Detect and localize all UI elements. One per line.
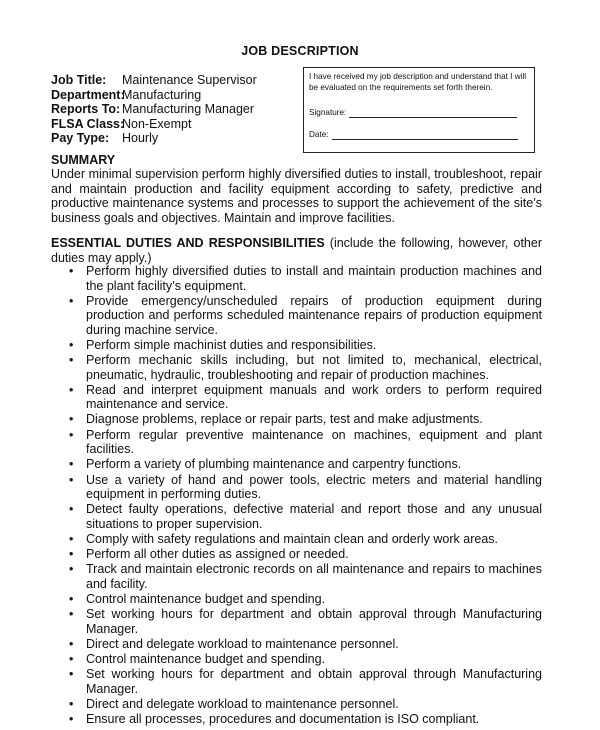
duties-list	[69, 264, 542, 727]
job-info-label: Pay Type:	[51, 131, 110, 145]
duty-text: Set working hours for department and obtain approval through Manufacturing Manager.	[86, 607, 542, 636]
duty-text: Track and maintain electronic records on all maintenance and repairs to machines and facility.	[86, 562, 542, 591]
duties-intro-text: (include the following, however, other duties may apply.)	[51, 236, 542, 265]
job-info-label: Reports To:	[51, 102, 121, 116]
duty-text: Ensure all processes, procedures and documentation is ISO compliant.	[86, 712, 480, 727]
bullet-icon: •	[69, 457, 74, 472]
bullet-icon: •	[69, 696, 74, 711]
duty-text: Comply with safety regulations and maintain clean and orderly work areas.	[86, 531, 499, 546]
bullet-icon: •	[69, 502, 74, 517]
bullet-icon: •	[69, 427, 74, 442]
job-info-row	[51, 131, 257, 146]
job-info-block	[51, 73, 257, 146]
duty-item	[69, 712, 542, 727]
bullet-icon: •	[69, 412, 74, 427]
duty-item	[69, 607, 542, 636]
duty-item	[69, 294, 542, 338]
date-label: Date:	[309, 130, 329, 139]
duty-item	[69, 547, 542, 562]
duty-text: Use a variety of hand and power tools, electric meters and material handling equipment in performing duties.	[86, 472, 542, 501]
duties-intro	[51, 236, 542, 265]
duty-item	[69, 457, 542, 472]
job-info-value: Maintenance Supervisor	[122, 73, 257, 87]
duty-item	[69, 412, 542, 427]
duty-text: Control maintenance budget and spending.	[86, 591, 326, 606]
duty-item	[69, 428, 542, 457]
duty-item	[69, 652, 542, 667]
signature-line[interactable]	[349, 109, 517, 118]
job-info-value: Manufacturing	[122, 87, 202, 102]
duty-item	[69, 532, 542, 547]
job-info-value: Manufacturing Manager	[122, 102, 255, 116]
duty-text: Read and interpret equipment manuals and work orders to perform required maintenance and service.	[86, 382, 542, 412]
duty-text: Direct and delegate workload to maintenance personnel.	[86, 696, 399, 711]
duty-item	[69, 264, 542, 293]
signature-label: Signature:	[309, 108, 347, 117]
duty-text: Set working hours for department and obtain approval through Manufacturing Manager.	[86, 667, 542, 696]
bullet-icon: •	[69, 547, 74, 562]
bullet-icon: •	[69, 667, 74, 682]
duty-text: Perform simple machinist duties and responsibilities.	[86, 337, 377, 352]
job-info-row	[51, 102, 257, 117]
duty-text: Perform a variety of plumbing maintenance and carpentry functions.	[86, 457, 462, 472]
bullet-icon: •	[69, 607, 74, 622]
bullet-icon: •	[69, 472, 74, 487]
bullet-icon: •	[69, 293, 74, 308]
bullet-icon: •	[69, 531, 74, 546]
acknowledgement-box	[303, 67, 535, 153]
job-info-label: FLSA Class:	[51, 116, 125, 131]
duty-item	[69, 637, 542, 652]
document-title: JOB DESCRIPTION	[241, 44, 359, 58]
job-info-row	[51, 88, 257, 103]
job-info-label: Department:	[51, 87, 125, 102]
duty-text: Diagnose problems, replace or repair parts, test and make adjustments.	[86, 412, 483, 427]
job-info-label: Job Title:	[51, 73, 107, 87]
duty-text: Perform highly diversified duties to install and maintain production machines and the plant facility’s equipment.	[86, 264, 542, 293]
job-info-row	[51, 117, 257, 132]
duty-text: Perform mechanic skills including, but not limited to, mechanical, electrical, pneumatic, hydraulic, troubleshooting and repair of production machines.	[86, 353, 542, 382]
bullet-icon: •	[69, 712, 74, 727]
duty-text: Direct and delegate workload to maintenance personnel.	[86, 636, 399, 651]
bullet-icon: •	[69, 591, 74, 606]
signature-field[interactable]	[309, 107, 534, 118]
duty-text: Perform regular preventive maintenance on machines, equipment and plant facilities.	[86, 427, 542, 457]
bullet-icon: •	[69, 264, 74, 278]
bullet-icon: •	[69, 562, 74, 577]
job-info-row	[51, 73, 257, 88]
date-field[interactable]	[309, 129, 534, 140]
bullet-icon: •	[69, 382, 74, 397]
duty-item	[69, 592, 542, 607]
bullet-icon: •	[69, 652, 74, 666]
duty-text: Control maintenance budget and spending.	[86, 652, 326, 666]
duties-heading: ESSENTIAL DUTIES AND RESPONSIBILITIES	[51, 236, 325, 250]
duty-item	[69, 473, 542, 502]
bullet-icon: •	[69, 337, 74, 352]
duty-item	[69, 562, 542, 591]
duty-item	[69, 338, 542, 353]
acknowledgement-text: I have received my job description and understand that I will be evaluated on the requirements set forth therein.	[309, 72, 527, 92]
duty-item	[69, 502, 542, 531]
bullet-icon: •	[69, 636, 74, 651]
duty-item	[69, 697, 542, 712]
date-line[interactable]	[332, 131, 518, 140]
job-info-value: Hourly	[122, 131, 159, 145]
bullet-icon: •	[69, 353, 74, 368]
job-info-value: Non-Exempt	[122, 116, 192, 131]
duty-item	[69, 383, 542, 412]
duty-item	[69, 353, 542, 382]
duty-text: Provide emergency/unscheduled repairs of production equipment during production and performs scheduled maintenance repairs of production equipment during machine service.	[86, 293, 542, 337]
duty-text: Detect faulty operations, defective material and report those and any unusual situations to proper supervision.	[86, 502, 542, 531]
summary-text: Under minimal supervision perform highly diversified duties to install, troubleshoot, repair and maintain production and facility equipment according to safety, predictive and productive maintenance systems and processes to support the achievement of the site’s business goals and objectives. Maintain and improve facilities.	[51, 167, 542, 225]
duty-text: Perform all other duties as assigned or needed.	[86, 547, 349, 562]
duty-item	[69, 667, 542, 696]
summary-heading: SUMMARY	[51, 153, 116, 167]
